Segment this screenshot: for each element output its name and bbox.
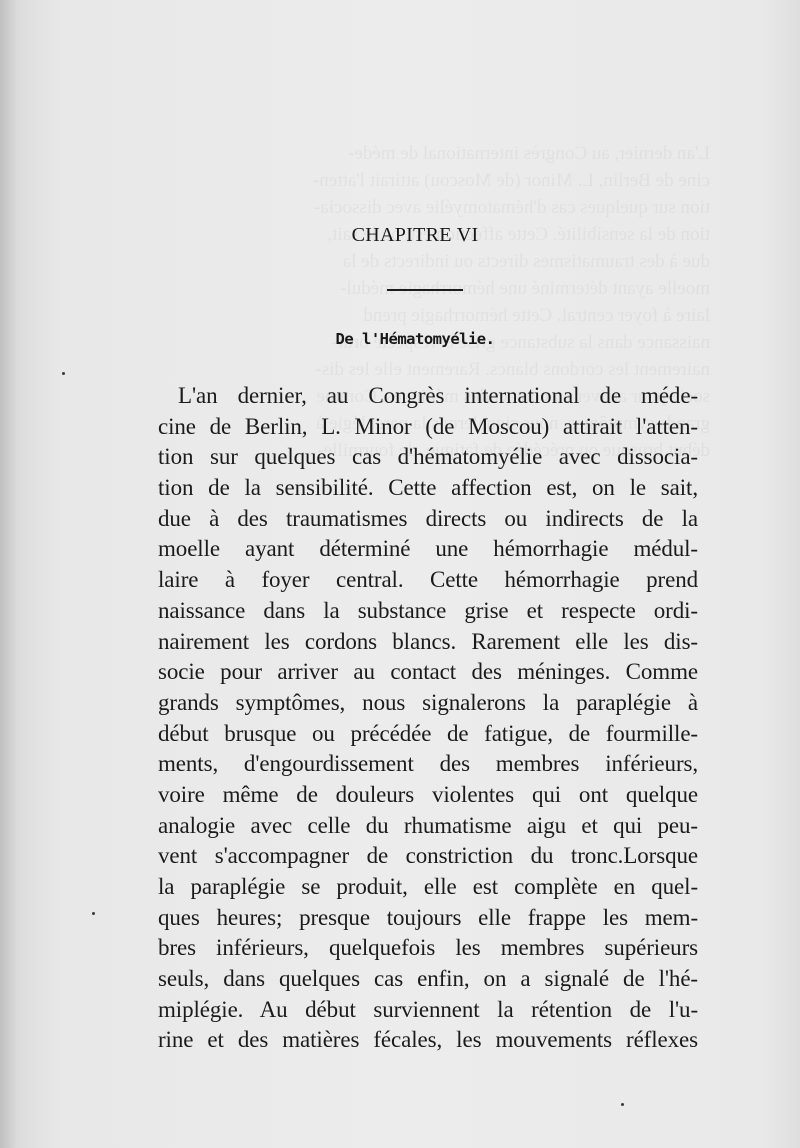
text-line: début brusque ou précédée de fatigue, de fourmille- — [158, 720, 698, 746]
text-line: due à des traumatismes directs ou indirects de la — [158, 505, 698, 531]
body-text — [158, 381, 698, 1056]
text-line: tion de la sensibilité. Cette affection est, on le sait, — [158, 475, 698, 501]
text-line: naissance dans la substance grise et respecte ordi- — [158, 597, 698, 623]
text-line: nairement les cordons blancs. Rarement elle les dis- — [158, 628, 698, 654]
text-line: moelle ayant déterminé une hémorrhagie médul- — [158, 536, 698, 562]
text-line: socie pour arriver au contact des méninges. Comme — [158, 659, 698, 685]
text-line: rine et des matières fécales, les mouvements réflexes — [158, 1027, 698, 1053]
paper-speck — [92, 912, 95, 915]
text-line: voire même de douleurs violentes qui ont quelque — [158, 781, 698, 807]
text-line: tion sur quelques cas d'hématomyélie avec dissocia- — [158, 444, 698, 470]
text-line: la paraplégie se produit, elle est complète en quel- — [158, 874, 698, 899]
text-line: cine de Berlin, L. Minor (de Moscou) attirait l'atten- — [158, 413, 698, 439]
text-line: bres inférieurs, quelquefois les membres supérieurs — [158, 935, 698, 961]
text-line: laire à foyer central. Cette hémorrhagie prend — [158, 567, 698, 593]
text-line: analogie avec celle du rhumatisme aigu et qui peu- — [158, 812, 698, 838]
paper-speck — [62, 372, 65, 375]
text-line: seuls, dans quelques cas enfin, on a signalé de l'hé- — [158, 966, 698, 992]
text-line: grands symptômes, nous signalerons la paraplégie à — [158, 689, 698, 715]
text-line: vent s'accompagner de constriction du tronc.Lorsque — [158, 843, 698, 869]
title-rule — [387, 289, 463, 291]
text-line: ments, d'engourdissement des membres inférieurs, — [158, 751, 698, 777]
paper-speck — [621, 1103, 624, 1106]
text-line: ques heures; presque toujours elle frappe les mem- — [158, 904, 698, 930]
text-line: miplégie. Au début surviennent la rétention de l'u- — [158, 996, 698, 1022]
chapter-title: CHAPITRE VI — [351, 224, 479, 246]
text-line: L'an dernier, au Congrès international de méde- — [178, 383, 698, 408]
section-title: De l'Hématomyélie. — [335, 330, 495, 348]
